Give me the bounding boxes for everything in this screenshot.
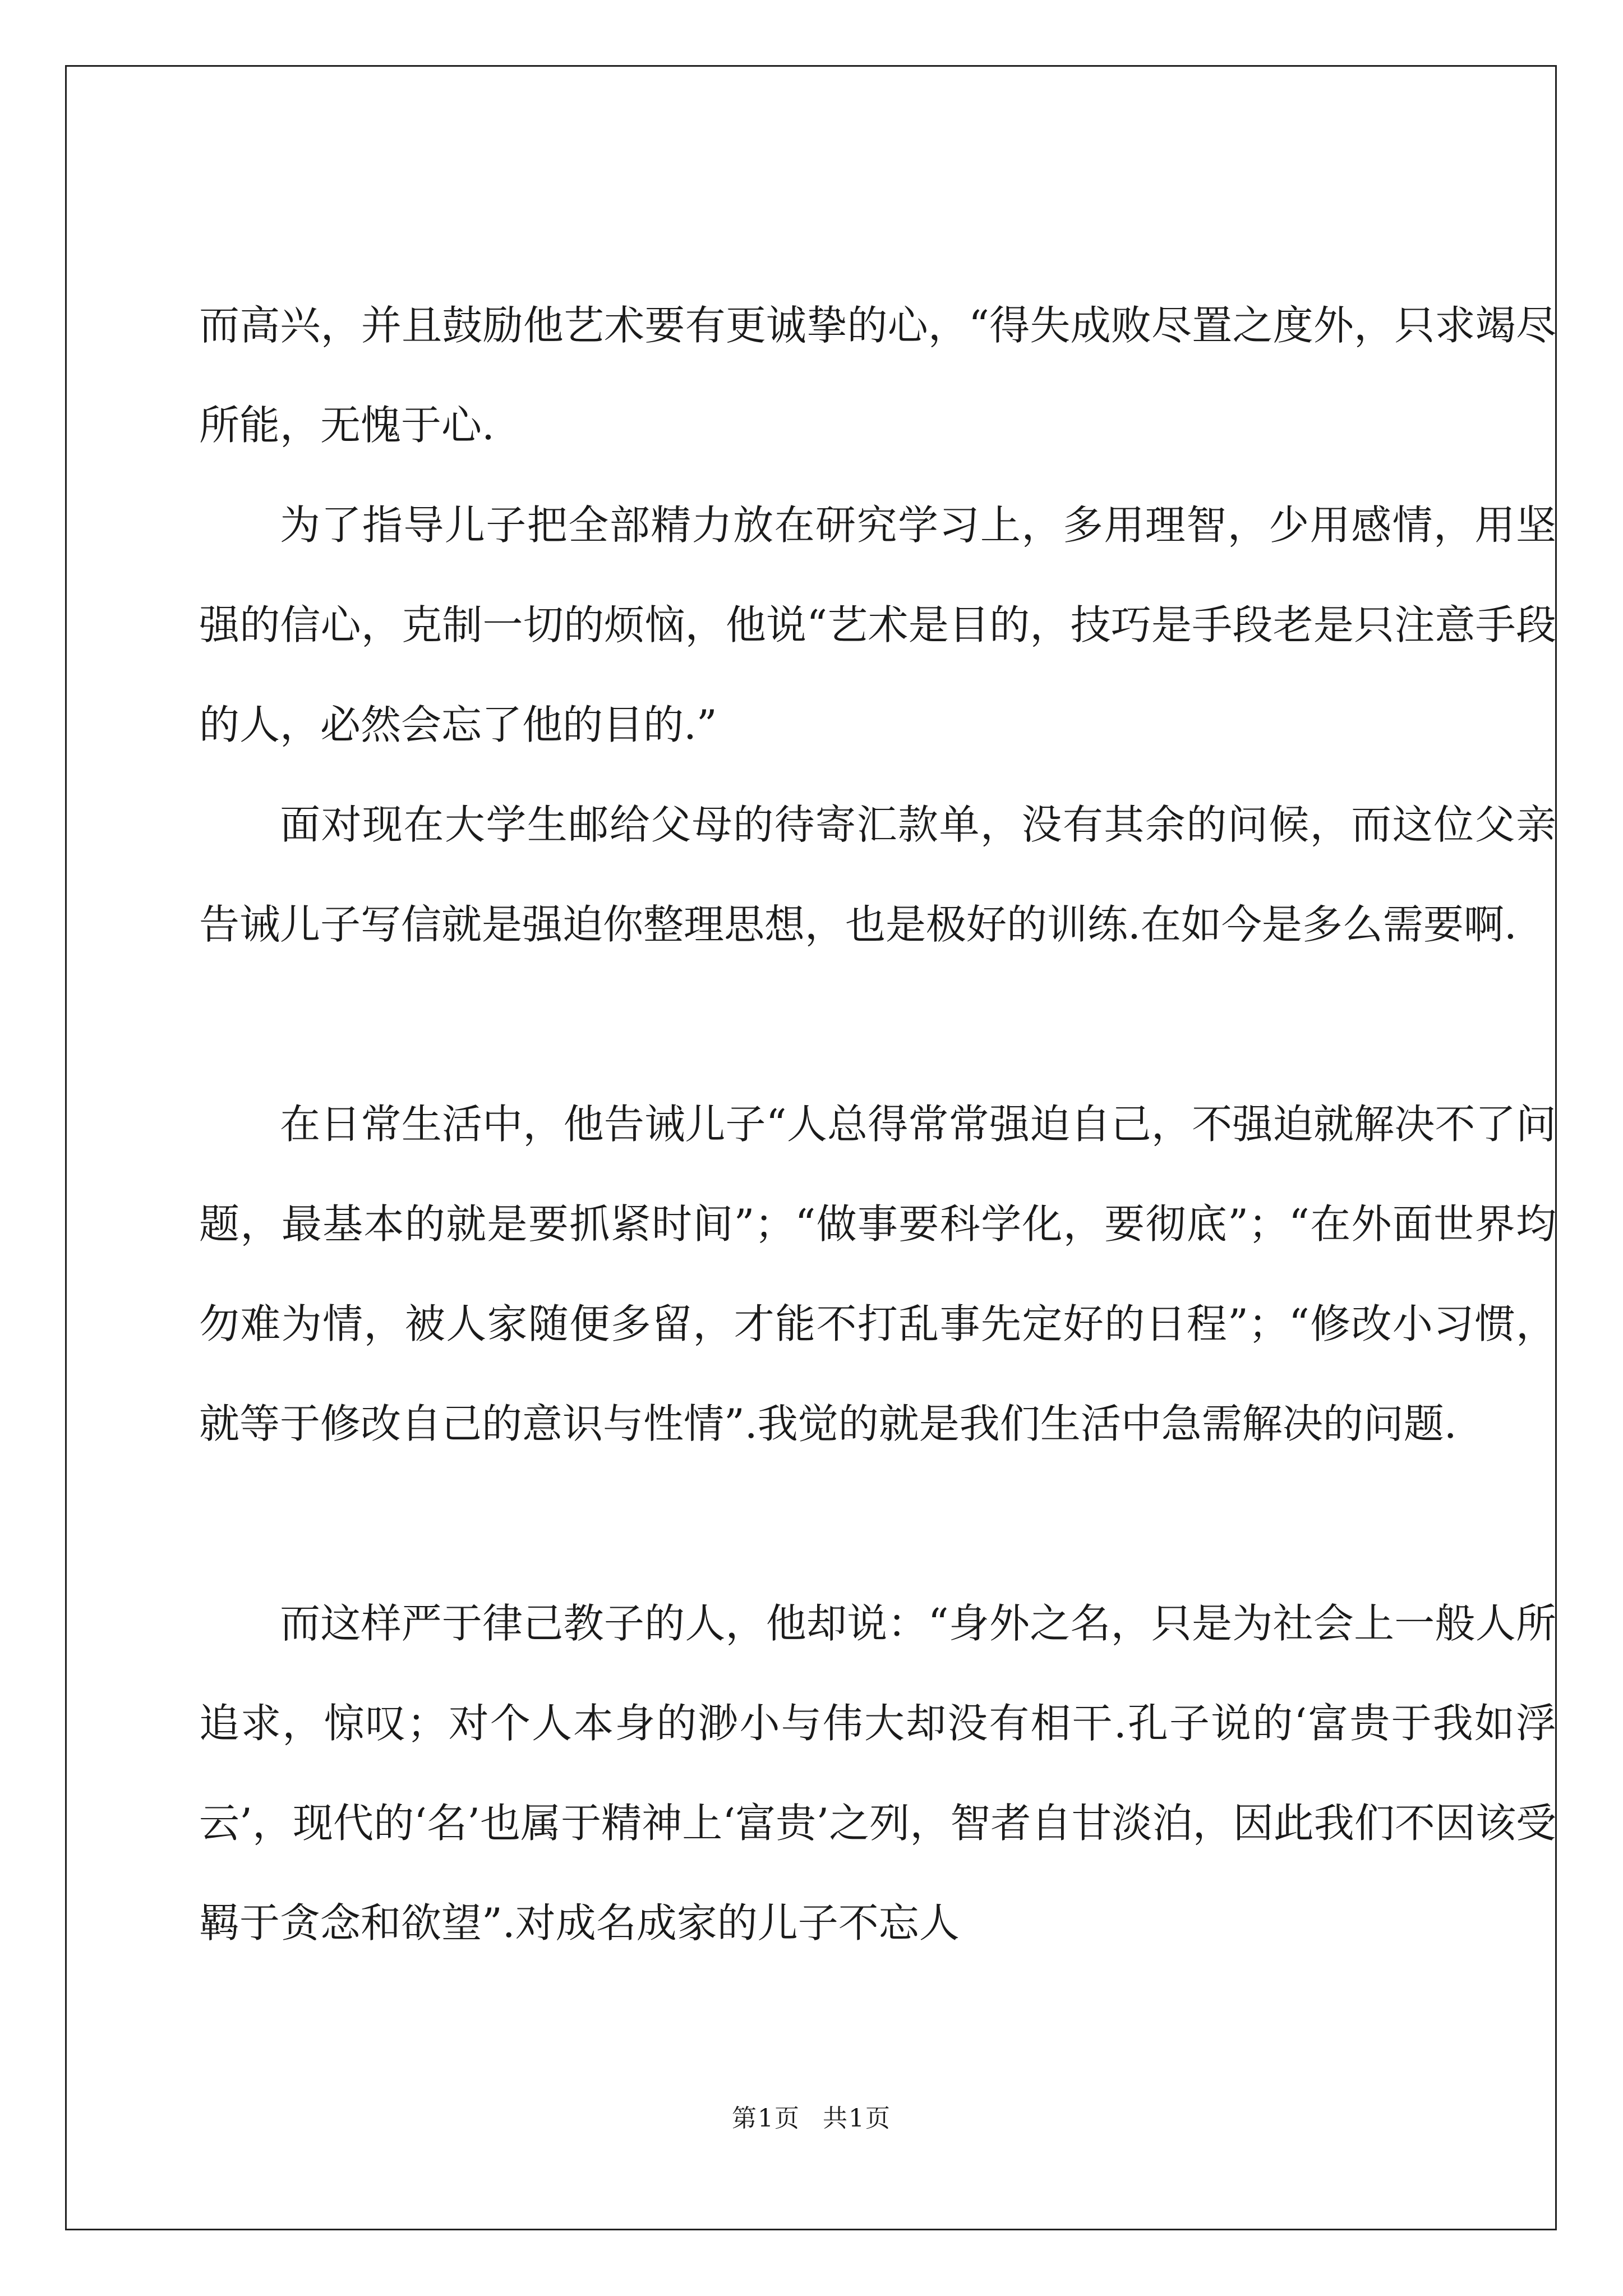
- paragraph-1: 而高兴，并且鼓励他艺术要有更诚挚的心，“得失成败尽置之度外，只求竭尽所能，无愧于心.: [199, 302, 1556, 449]
- paragraph-3: 面对现在大学生邮给父母的待寄汇款单，没有其余的问候，而这位父亲告诫儿子写信就是强迫你整理思想，也是极好的训练.在如今是多么需要啊.: [199, 801, 1556, 948]
- paragraph-4: 在日常生活中，他告诫儿子“人总得常常强迫自己，不强迫就解决不了问题，最基本的就是要抓紧时间”；“做事要科学化，要彻底”；“在外面世界均勿难为情，被人家随便多留，才能不打乱事先定好的日程”；“修改小习惯，就等于修改自己的意识与性情”.我觉的就是我们生活中急需解决的问题.: [199, 1101, 1556, 1447]
- page-frame: [65, 65, 1557, 2230]
- page-footer: [0, 2098, 1623, 2134]
- paragraph-2: 为了指导儿子把全部精力放在研究学习上，多用理智，少用感情，用坚强的信心，克制一切的烦恼，他说“艺术是目的，技巧是手段老是只注意手段的人，必然会忘了他的目的.”: [199, 501, 1556, 748]
- page-number-total: 共1页: [823, 2104, 891, 2133]
- page-number-current: 第1页: [732, 2104, 800, 2133]
- paragraph-5: 而这样严于律己教子的人，他却说：“身外之名，只是为社会上一般人所追求，惊叹；对个人本身的渺小与伟大却没有相干.孔子说的‘富贵于我如浮云’，现代的‘名’也属于精神上‘富贵’之列，智者自甘淡泊，因此我们不因该受羁于贪念和欲望”.对成名成家的儿子不忘人: [199, 1600, 1556, 1947]
